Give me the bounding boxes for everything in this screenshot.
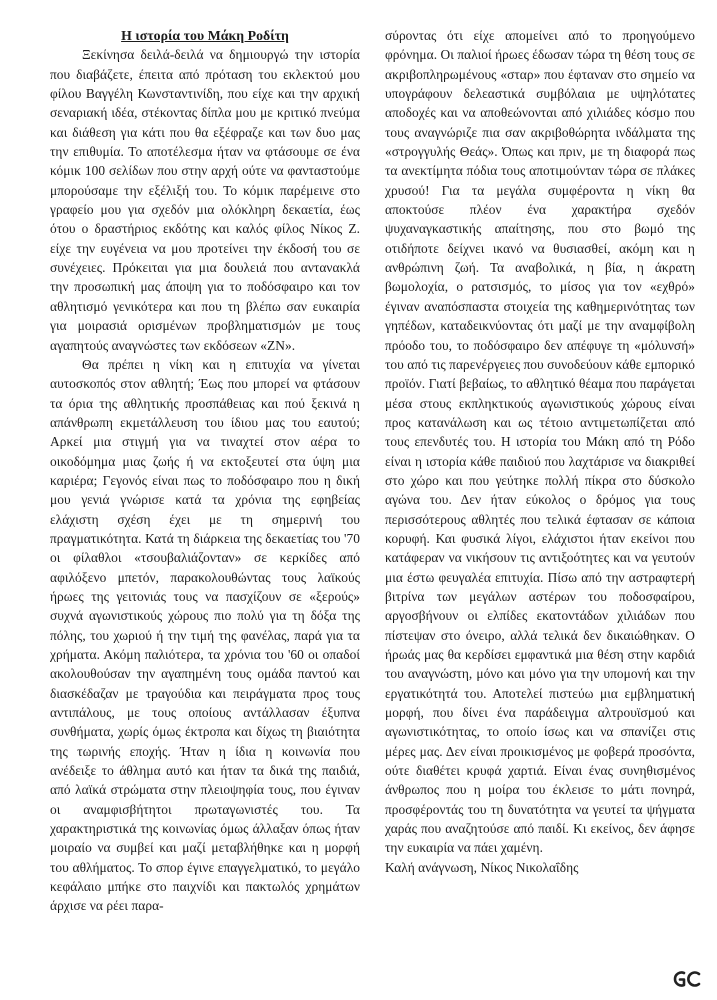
- paragraph-intro: Ξεκίνησα δειλά-δειλά να δημιουργώ την ιστορία που διαβάζετε, έπειτα από πρόταση του εκλεκτού μου φίλου Βαγγέλη Κωνσταντινίδη, που είχε και την αρχική σεναριακή ιδέα, στέκοντας δίπλα μου με κριτικό πνεύμα και διάθεση για κάτι που θα εξέφραζε και των δυο μας την επιθυμία. Το αποτέλεσμα ήταν να φτάσουμε σε ένα κόμικ 100 σελίδων που στην αρχή ούτε να φανταστούμε μπορούσαμε την εξέλιξή του. Το κόμικ παρέμεινε στο γραφείο μου για σχεδόν μια ολόκληρη δεκαετία, έως ότου ο δραστήριος εκδότης και καλός φίλος Νίκος Ζ. είχε την ευγένεια να μου προτείνει την έκδοσή του σε συνέχειες. Πρόκειται για μια δουλειά που αντανακλά την προσωπική μας άποψη για το ποδόσφαιρο και τον αθλητισμό γενικότερα και που τη βλέπω σαν ευκαιρία για μοιρασιά ορισμένων προβληματισμών με τους αγαπητούς αναγνώστες των εκδόσεων «ΖΝ».: [50, 47, 360, 353]
- right-column: [385, 26, 695, 877]
- paragraph-continuation: σύροντας ότι είχε απομείνει από το προηγούμενο φρόνημα. Οι παλιοί ήρωες έδωσαν τώρα τη θέση τους σε ακριβοπληρωμένους «σταρ» που έφταναν στο σημείο να υπογράφουν δελεαστικά συμβόλαια με υψηλότατες αποδοχές και να αποθεώνονται από χιλιάδες κόσμο που τους αναγνώριζε πια σαν ακριβοθώρητα ινδάλματα της «στρογγυλής Θεάς». Όπως και πριν, με τη διαφορά πως τα ανεκτίμητα πόδια τους αποτιμούνταν τώρα σε πλάκες χρυσού! Για τα μεγάλα συμφέροντα η νίκη θα αποκτούσε πλέον ένα χαρακτήρα σχεδόν ψυχαναγκαστικής απαίτησης, που στο βωμό της οτιδήποτε δείχνει ικανό να θυσιασθεί, ακόμη και η ανθρώπινη ζωή. Τα αναβολικά, η βία, η άκρατη βωμολοχία, ο ρατσισμός, το μίσος για τον «εχθρό» έγιναν αναπόσπαστα στοιχεία της καθημερινότητας των γηπέδων, καταδεικνύοντας ότι μαζί με την αναμφίβολη πρόοδο του, το ποδόσφαιρο δεν απέφυγε τη «μόλυνσή» του από τις παρενέργειες που συνοδεύουν κάθε εμπορικό προϊόν. Γιατί βεβαίως, το αθλητικό θέαμα που παράγεται μέσα στους εκπληκτικούς αγωνιστικούς χώρους είναι προς κατανάλωση και ως τέτοιο αντιμετωπίζεται από τους επενδυτές του. Η ιστορία του Μάκη από τη Ρόδο είναι η ιστορία κάθε παιδιού που λαχτάρισε να διακριθεί στο χώρο και που γεύτηκε πολλή πίκρα στο δύσκολο αγώνα του. Δεν ήταν εύκολος ο δρόμος για τους περισσότερους αθλητές που τελικά έφτασαν σε κάποια κορυφή. Και φυσικά λίγοι, ελάχιστοι ήταν εκείνοι που κατάφεραν να νικήσουν τις αντιξοότητες και να γευτούν μια έστω φευγαλέα επιτυχία. Πίσω από την αστραφτερή βιτρίνα των μεγάλων αστέρων του ποδοσφαίρου, αργοσβήνουν οι ελπίδες εκατοντάδων χιλιάδων που πίστεψαν στο όνειρο, αλλά τελικά δεν δικαιώθηκαν. Ο ήρωάς μας θα κερδίσει εμφαντικά μια θέση στην καρδιά του αναγνώστη, μόνο και μόνο για την υπομονή και την εργατικότητά του. Αποτελεί πιστεύω μια εμβληματική μορφή, που δίνει ένα παράδειγμα αλτρουϊσμού και αγωνιστικότητας, το οποίο ίσως και να σπανίζει στις μέρες μας. Δεν είναι προικισμένος με φοβερά προσόντα, ούτε διαθέτει κρυφά χαρτιά. Είναι ένας συνηθισμένος άνθρωπος που η μοίρα του έκλεισε το μάτι πονηρά, προσφέροντάς του τη δυνατότητα να γευτεί τα ψήγματα χαράς που αναζητούσε από παιδί. Κι εκείνος, δεν άφησε την ευκαιρία να πάει χαμένη.: [385, 28, 695, 856]
- paragraph-questions: Θα πρέπει η νίκη και η επιτυχία να γίνεται αυτοσκοπός στον αθλητή; Έως που μπορεί να φτάσουν τα όρια της αθλητικής προσπάθειας και πού ξεκινά η απάνθρωπη εκμετάλλευση του ίδιου μας του εαυτού; Αρκεί μια στιγμή για να τιναχτεί στον αέρα το οικοδόμημα μιας ζωής ή να εκτοξευτεί στα ύψη μια καριέρα; Γεγονός είναι πως το ποδόσφαιρο που η δική μου γενιά γνώρισε κατά τα χρόνια της εφηβείας ελάχιστη σχέση έχει με τη σημερινή του πραγματικότητα. Κατά τη διάρκεια της δεκαετίας του '70 οι φίλαθλοι «τσουβαλιάζονταν» σε κερκίδες από αφιλόξενο μπετόν, παρακολουθώντας τους λαϊκούς ήρωες της γειτονιάς τους να πασχίζουν σε «ξερούς» συχνά αγωνιστικούς χώρους πιο πολύ για τη δόξα της πόλης, του χωριού ή την τιμή της φανέλας, παρά για τα χρήματα. Ακόμη παλιότερα, τα χρόνια του '60 οι οπαδοί ακολουθούσαν την αγαπημένη τους ομάδα παντού και διασκέδαζαν με τραγούδια και πειράγματα προς τους αντιπάλους, με τους οποίους αντάλλασαν έξυπνα συνθήματα, χωρίς όμως έκτροπα και δίχως τη βιαιότητα της τωρινής εποχής. Ήταν η ίδια η κοινωνία που ανέδειξε το άθλημα αυτό και ήταν τα δικά της παιδιά, από λαϊκά στρώματα στην πλειοψηφία τους, που έγιναν οι αναμφισβήτητοι πρωταγωνιστές του. Τα χαρακτηριστικά της κοινωνίας όμως άλλαξαν όπως ήταν μοιραίο να συμβεί και μαζί μεταβλήθηκε και η μορφή του αθλήματος. Το σπορ έγινε επαγγελματικό, το μεγάλο κεφάλαιο μπήκε στο παιχνίδι και πακτωλός χρημάτων άρχισε να ρέει παρα-: [50, 356, 360, 914]
- article-title: Η ιστορία του Μάκη Ροδίτη: [121, 28, 289, 43]
- gc-logo-icon: [672, 968, 702, 990]
- author-signature: Καλή ανάγνωση, Νίκος Νικολαΐδης: [385, 859, 579, 875]
- left-column: [50, 26, 360, 916]
